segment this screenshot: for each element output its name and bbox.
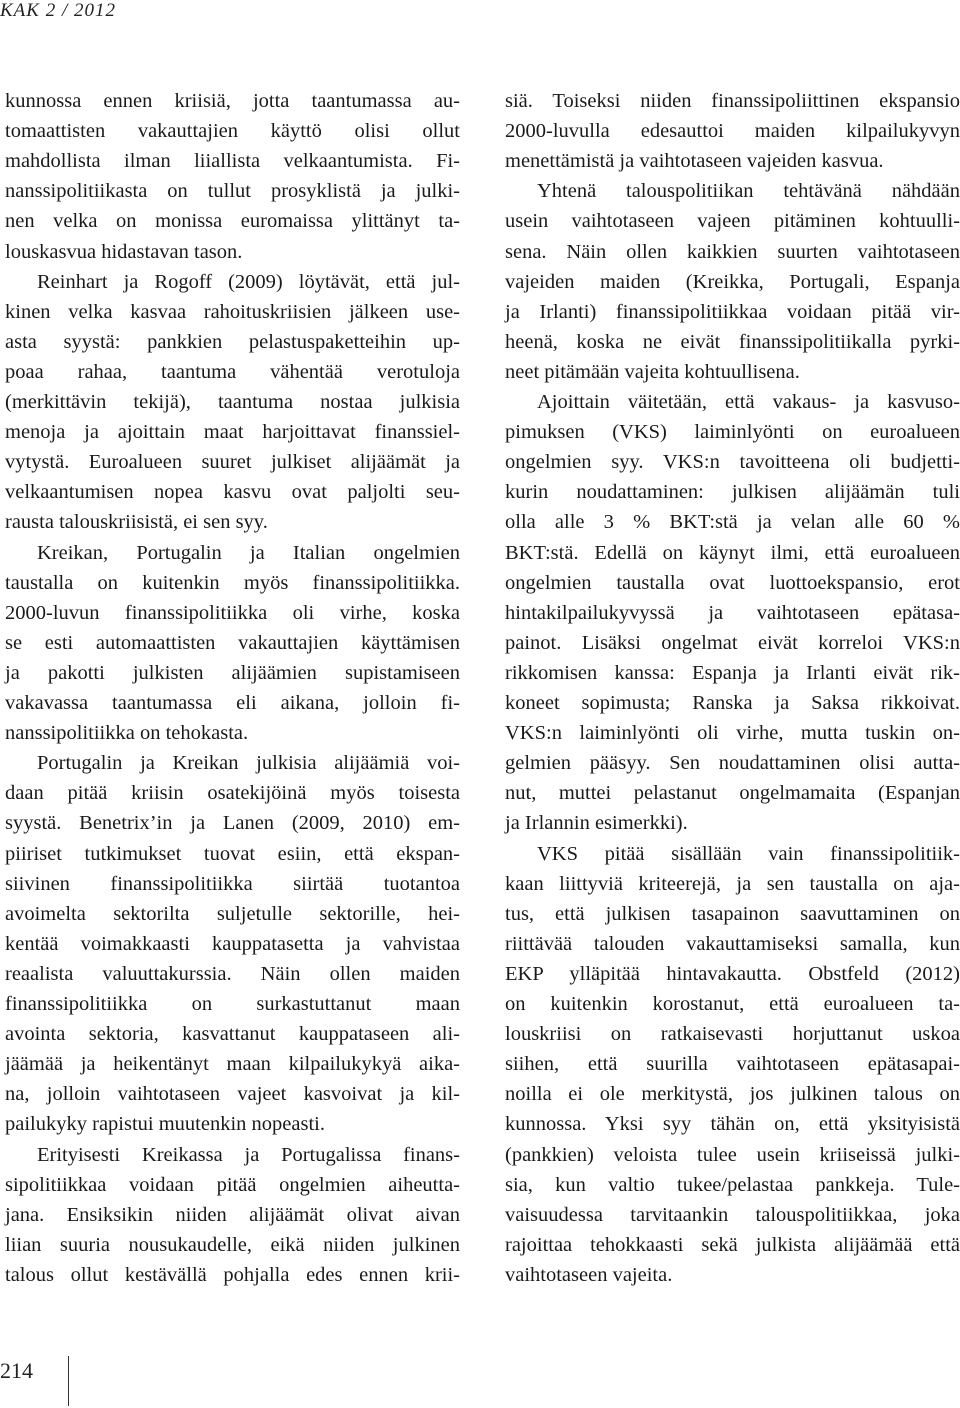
text-line: velkaantumisen nopea kasvu ovat paljolti seu- bbox=[5, 481, 460, 504]
text-line: nanssipolitiikka on tehokasta. bbox=[5, 722, 249, 745]
text-line: kunnossa. Yksi syy tähän on, että yksityisistä bbox=[505, 1113, 960, 1136]
text-line: tomaattisten vakauttajien käyttö olisi ollut bbox=[5, 120, 460, 143]
text-line: on kuitenkin korostanut, että euroalueen ta- bbox=[505, 993, 960, 1015]
text-line: siä. Toiseksi niiden finanssipoliittinen ekspansio bbox=[505, 90, 960, 112]
text-line: 2000-luvulla edesauttoi maiden kilpailukyvyn bbox=[505, 120, 960, 143]
text-line: sipolitiikkaa voidaan pitää ongelmien aiheutta- bbox=[5, 1173, 460, 1196]
text-line: koneet sopimusta; Ranska ja Saksa rikkoivat. bbox=[505, 692, 960, 714]
text-line: liian suuria nousukaudelle, eikä niiden julkinen bbox=[5, 1233, 460, 1256]
text-line: finanssipolitiikka on surkastuttanut maan bbox=[5, 993, 460, 1015]
text-line: syystä. Benetrix’in ja Lanen (2009, 2010) em- bbox=[5, 812, 460, 835]
text-line: asta syystä: pankkien pelastuspaketteihin up- bbox=[5, 330, 460, 353]
folio-divider bbox=[68, 1356, 69, 1406]
text-line: tus, että julkisen tasapainon saavuttaminen on bbox=[505, 902, 960, 925]
text-line: noilla ei ole merkitystä, jos julkinen talous on bbox=[505, 1083, 960, 1106]
text-line: Kreikan, Portugalin ja Italian ongelmien bbox=[37, 541, 460, 564]
text-line: VKS:n laiminlyönti oli virhe, mutta tuskin on- bbox=[505, 722, 960, 745]
text-line: kurin noudattaminen: julkisen alijäämän tuli bbox=[505, 481, 960, 504]
text-line: menoja ja ajoittain maat harjoittavat finanssiel- bbox=[5, 421, 460, 444]
text-line: jäämää ja heikentänyt maan kilpailukykyä aika- bbox=[5, 1053, 460, 1076]
text-line: painot. Lisäksi ongelmat eivät korreloi VKS:n bbox=[505, 631, 960, 654]
text-line: Yhtenä talouspolitiikan tehtävänä nähdään bbox=[537, 180, 960, 203]
text-line: VKS pitää sisällään vain finanssipolitiik- bbox=[537, 842, 960, 865]
text-line: Portugalin ja Kreikan julkisia alijäämiä voi- bbox=[37, 752, 460, 775]
text-line: ja Irlannin esimerkki). bbox=[505, 812, 688, 835]
running-head: KAK 2 / 2012 bbox=[0, 0, 116, 21]
text-line: sia, kun valtio tukee/pelastaa pankkeja. Tule- bbox=[505, 1173, 960, 1196]
text-line: daan pitää kriisin osatekijöinä myös toisesta bbox=[5, 782, 460, 805]
text-line: ongelmien syy. VKS:n tavoitteena oli budjetti- bbox=[505, 451, 960, 474]
text-line: menettämistä ja vaihtotaseen vajeiden kasvua. bbox=[505, 150, 884, 173]
text-line: louskasvua hidastavan tason. bbox=[5, 240, 243, 263]
text-line: kinen velka kasvaa rahoituskriisien jälkeen use- bbox=[5, 300, 460, 323]
text-line: Ajoittain väitetään, että vakaus- ja kasvuso- bbox=[537, 391, 960, 413]
text-line: hintakilpailukyvyssä ja vaihtotaseen epätasa- bbox=[505, 601, 960, 624]
text-line: vajeiden maiden (Kreikka, Portugali, Espanja bbox=[505, 270, 960, 293]
text-line: olla alle 3 % BKT:stä ja velan alle 60 % bbox=[505, 511, 960, 534]
text-line: rikkomisen kanssa: Espanja ja Irlanti eivät rik- bbox=[505, 661, 960, 684]
text-line: (pankkien) veloista tulee usein kriiseissä julki- bbox=[505, 1143, 960, 1166]
text-line: rausta talouskriisistä, ei sen syy. bbox=[5, 511, 268, 534]
text-line: taustalla on kuitenkin myös finanssipolitiikka. bbox=[5, 571, 460, 594]
text-line: Reinhart ja Rogoff (2009) löytävät, että jul- bbox=[37, 270, 460, 293]
text-line: pimuksen (VKS) laiminlyönti on euroalueen bbox=[505, 421, 960, 444]
text-line: vytystä. Euroalueen suuret julkiset alijäämät ja bbox=[5, 451, 460, 474]
text-line: nut, muttei pelastanut ongelmamaita (Espanjan bbox=[505, 782, 960, 805]
text-line: BKT:stä. Edellä on käynyt ilmi, että euroalueen bbox=[505, 541, 960, 564]
text-line: neet pitämään vajeita kohtuullisena. bbox=[505, 360, 800, 383]
text-line: vaihtotaseen vajeita. bbox=[505, 1263, 673, 1286]
page-number: 214 bbox=[0, 1358, 33, 1383]
text-line: usein vaihtotaseen vajeen pitäminen kohtuulli- bbox=[505, 210, 960, 233]
text-line: EKP ylläpitää hintavakautta. Obstfeld (2012) bbox=[505, 962, 960, 985]
text-line: (merkittävin tekijä), taantuma nostaa julkisia bbox=[5, 391, 460, 413]
text-line: ja Irlanti) finanssipolitiikkaa voidaan pitää vir- bbox=[505, 300, 960, 323]
text-line: piiriset tutkimukset tuovat esiin, että ekspan- bbox=[5, 842, 460, 865]
text-line: nen velka on monissa euromaissa ylittänyt ta- bbox=[5, 210, 460, 233]
text-line: riittävää talouden vakauttamiseksi samalla, kun bbox=[505, 932, 960, 955]
text-line: mahdollista ilman liiallista velkaantumista. Fi- bbox=[5, 150, 460, 173]
text-line: gelmien pääsyy. Sen noudattaminen olisi autta- bbox=[505, 752, 960, 775]
text-line: kunnossa ennen kriisiä, jotta taantumassa au- bbox=[5, 90, 460, 112]
text-line: jana. Ensiksikin niiden alijäämät olivat aivan bbox=[5, 1203, 460, 1226]
text-line: siihen, että suurilla vaihtotaseen epätasapai- bbox=[505, 1053, 960, 1076]
text-line: ongelmien taustalla ovat luottoekspansio, erot bbox=[505, 571, 960, 594]
text-line: kaan liittyviä kriteerejä, ja sen taustalla on aja- bbox=[505, 872, 960, 895]
text-line: reaalista valuuttakurssia. Näin ollen maiden bbox=[5, 962, 460, 985]
text-line: poaa rahaa, taantuma vähentää verotuloja bbox=[5, 360, 460, 383]
text-line: ja pakotti julkisten alijäämien supistamiseen bbox=[5, 661, 460, 684]
text-line: nanssipolitiikasta on tullut prosyklistä ja julki- bbox=[5, 180, 460, 203]
text-line: se esti automaattisten vakauttajien käyttämisen bbox=[5, 631, 460, 654]
text-line: sena. Näin ollen kaikkien suurten vaihtotaseen bbox=[505, 240, 960, 263]
text-line: kentää voimakkaasti kauppatasetta ja vahvistaa bbox=[5, 932, 460, 955]
text-line: pailukyky rapistui muutenkin nopeasti. bbox=[5, 1113, 325, 1136]
text-line: avoimelta sektorilta suljetulle sektorille, hei- bbox=[5, 902, 460, 925]
text-line: Erityisesti Kreikassa ja Portugalissa finans- bbox=[37, 1143, 460, 1166]
text-line: siivinen finanssipolitiikka siirtää tuotantoa bbox=[5, 872, 460, 895]
text-line: vaisuudessa tarvitaankin talouspolitiikkaa, joka bbox=[505, 1203, 960, 1226]
text-line: rajoittaa tehokkaasti sekä julkista alijäämää että bbox=[505, 1233, 960, 1256]
text-line: 2000-luvun finanssipolitiikka oli virhe, koska bbox=[5, 601, 460, 624]
text-line: na, jolloin vaihtotaseen vajeet kasvoivat ja kil- bbox=[5, 1083, 460, 1106]
text-line: avointa sektoria, kasvattanut kauppataseen ali- bbox=[5, 1023, 460, 1046]
text-line: vakavassa taantumassa eli aikana, jolloin fi- bbox=[5, 692, 460, 714]
text-line: talous ollut kestävällä pohjalla edes ennen krii- bbox=[5, 1263, 460, 1286]
text-line: louskriisi on ratkaisevasti horjuttanut uskoa bbox=[505, 1023, 960, 1046]
text-line: heenä, koska ne eivät finanssipolitiikalla pyrki- bbox=[505, 330, 960, 353]
